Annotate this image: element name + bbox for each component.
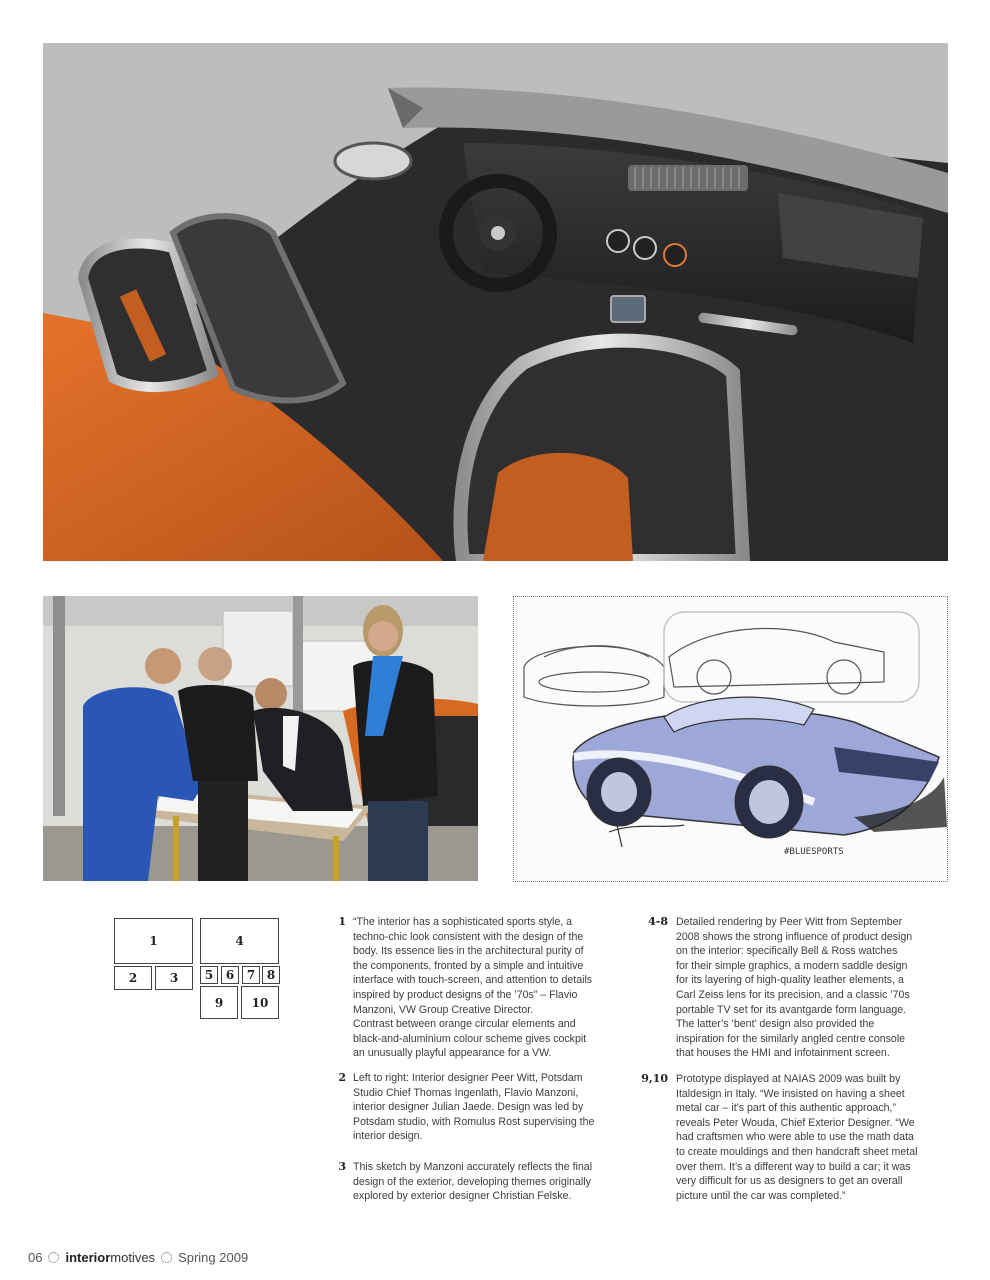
key-box-7: 7 — [242, 966, 260, 984]
key-box-5: 5 — [200, 966, 218, 984]
design-sketch — [513, 596, 948, 882]
designers-illustration — [43, 596, 478, 881]
caption-number-1: 1 — [338, 915, 346, 928]
caption-number-4-8: 4-8 — [648, 915, 668, 928]
key-box-6: 6 — [221, 966, 239, 984]
caption-number-9-10: 9,10 — [641, 1072, 668, 1085]
key-box-3: 3 — [155, 966, 193, 990]
caption-text-9-10: Prototype displayed at NAIAS 2009 was built by Italdesign in Italy. “We insisted on having a sheet metal car – it’s part of this authentic approach,” reveals Peter Wouda, Chief Exterior Designer. “We had craftsmen who were able to use the math data to create mouldings and then handcraft sheet metal over them. It’s a different way to build a car; it was very difficult for us as designers to get an overall picture until the car was completed.” — [676, 1073, 918, 1202]
caption-text-3: This sketch by Manzoni accurately reflects the final design of the exterior, developing themes originally explored by exterior designer Christian Felske. — [353, 1161, 593, 1203]
key-box-2: 2 — [114, 966, 152, 990]
key-box-10: 10 — [241, 986, 279, 1019]
photo-designers — [43, 596, 478, 881]
caption-number-3: 3 — [338, 1160, 346, 1173]
caption-text-4-8: Detailed rendering by Peer Witt from September 2008 shows the strong influence of product design on the interior: specifically Bell & Ross watches for their simple graphics, a modern saddle design for its layering of high-quality leather elements, a Carl Zeiss lens for its precision, and a classic ’70s portable TV set for its avantgarde form language. The latter’s ‘bent’ design also provided the inspiration for the similarly angled centre console that houses the HMI and infotainment screen. — [676, 916, 913, 1060]
page-number: 06 — [28, 1249, 43, 1265]
dotted-circle-icon — [161, 1252, 172, 1263]
key-box-8: 8 — [262, 966, 280, 984]
caption-text-1: “The interior has a sophisticated sports style, a techno-chic look consistent with the design of the body. Its essence lies in the architectural purity of the components, fronted by a simple and intuitive interface with touch-screen, and attention to details inspired by product designs of the ’70s” – Flavio Manzoni, VW Group Creative Director. Contrast between orange circular elements and black-and-aluminium colour scheme gives cockpit an unusually playful appearance for a VW. — [353, 916, 593, 1060]
sketch-signature-tag: #BLUESPORTS — [784, 847, 844, 857]
brand-logo — [65, 1250, 155, 1265]
cockpit-illustration — [43, 43, 948, 561]
page-footer — [28, 1248, 248, 1266]
brand-bold-part: interior — [65, 1249, 111, 1265]
key-box-4: 4 — [200, 918, 279, 964]
key-box-1: 1 — [114, 918, 193, 964]
photo-cockpit — [43, 43, 948, 561]
brand-light-part: motives — [110, 1249, 156, 1265]
sketch-illustration — [514, 597, 947, 881]
issue-label: Spring 2009 — [178, 1249, 249, 1265]
caption-text-2: Left to right: Interior designer Peer Witt, Potsdam Studio Chief Thomas Ingenlath, Flavio Manzoni, interior designer Julian Jaede. Design was led by Potsdam studio, with Romulus Rost supervising the interior design. — [353, 1072, 595, 1143]
caption-number-2: 2 — [338, 1071, 346, 1084]
key-box-9: 9 — [200, 986, 238, 1019]
dotted-circle-icon — [48, 1252, 59, 1263]
